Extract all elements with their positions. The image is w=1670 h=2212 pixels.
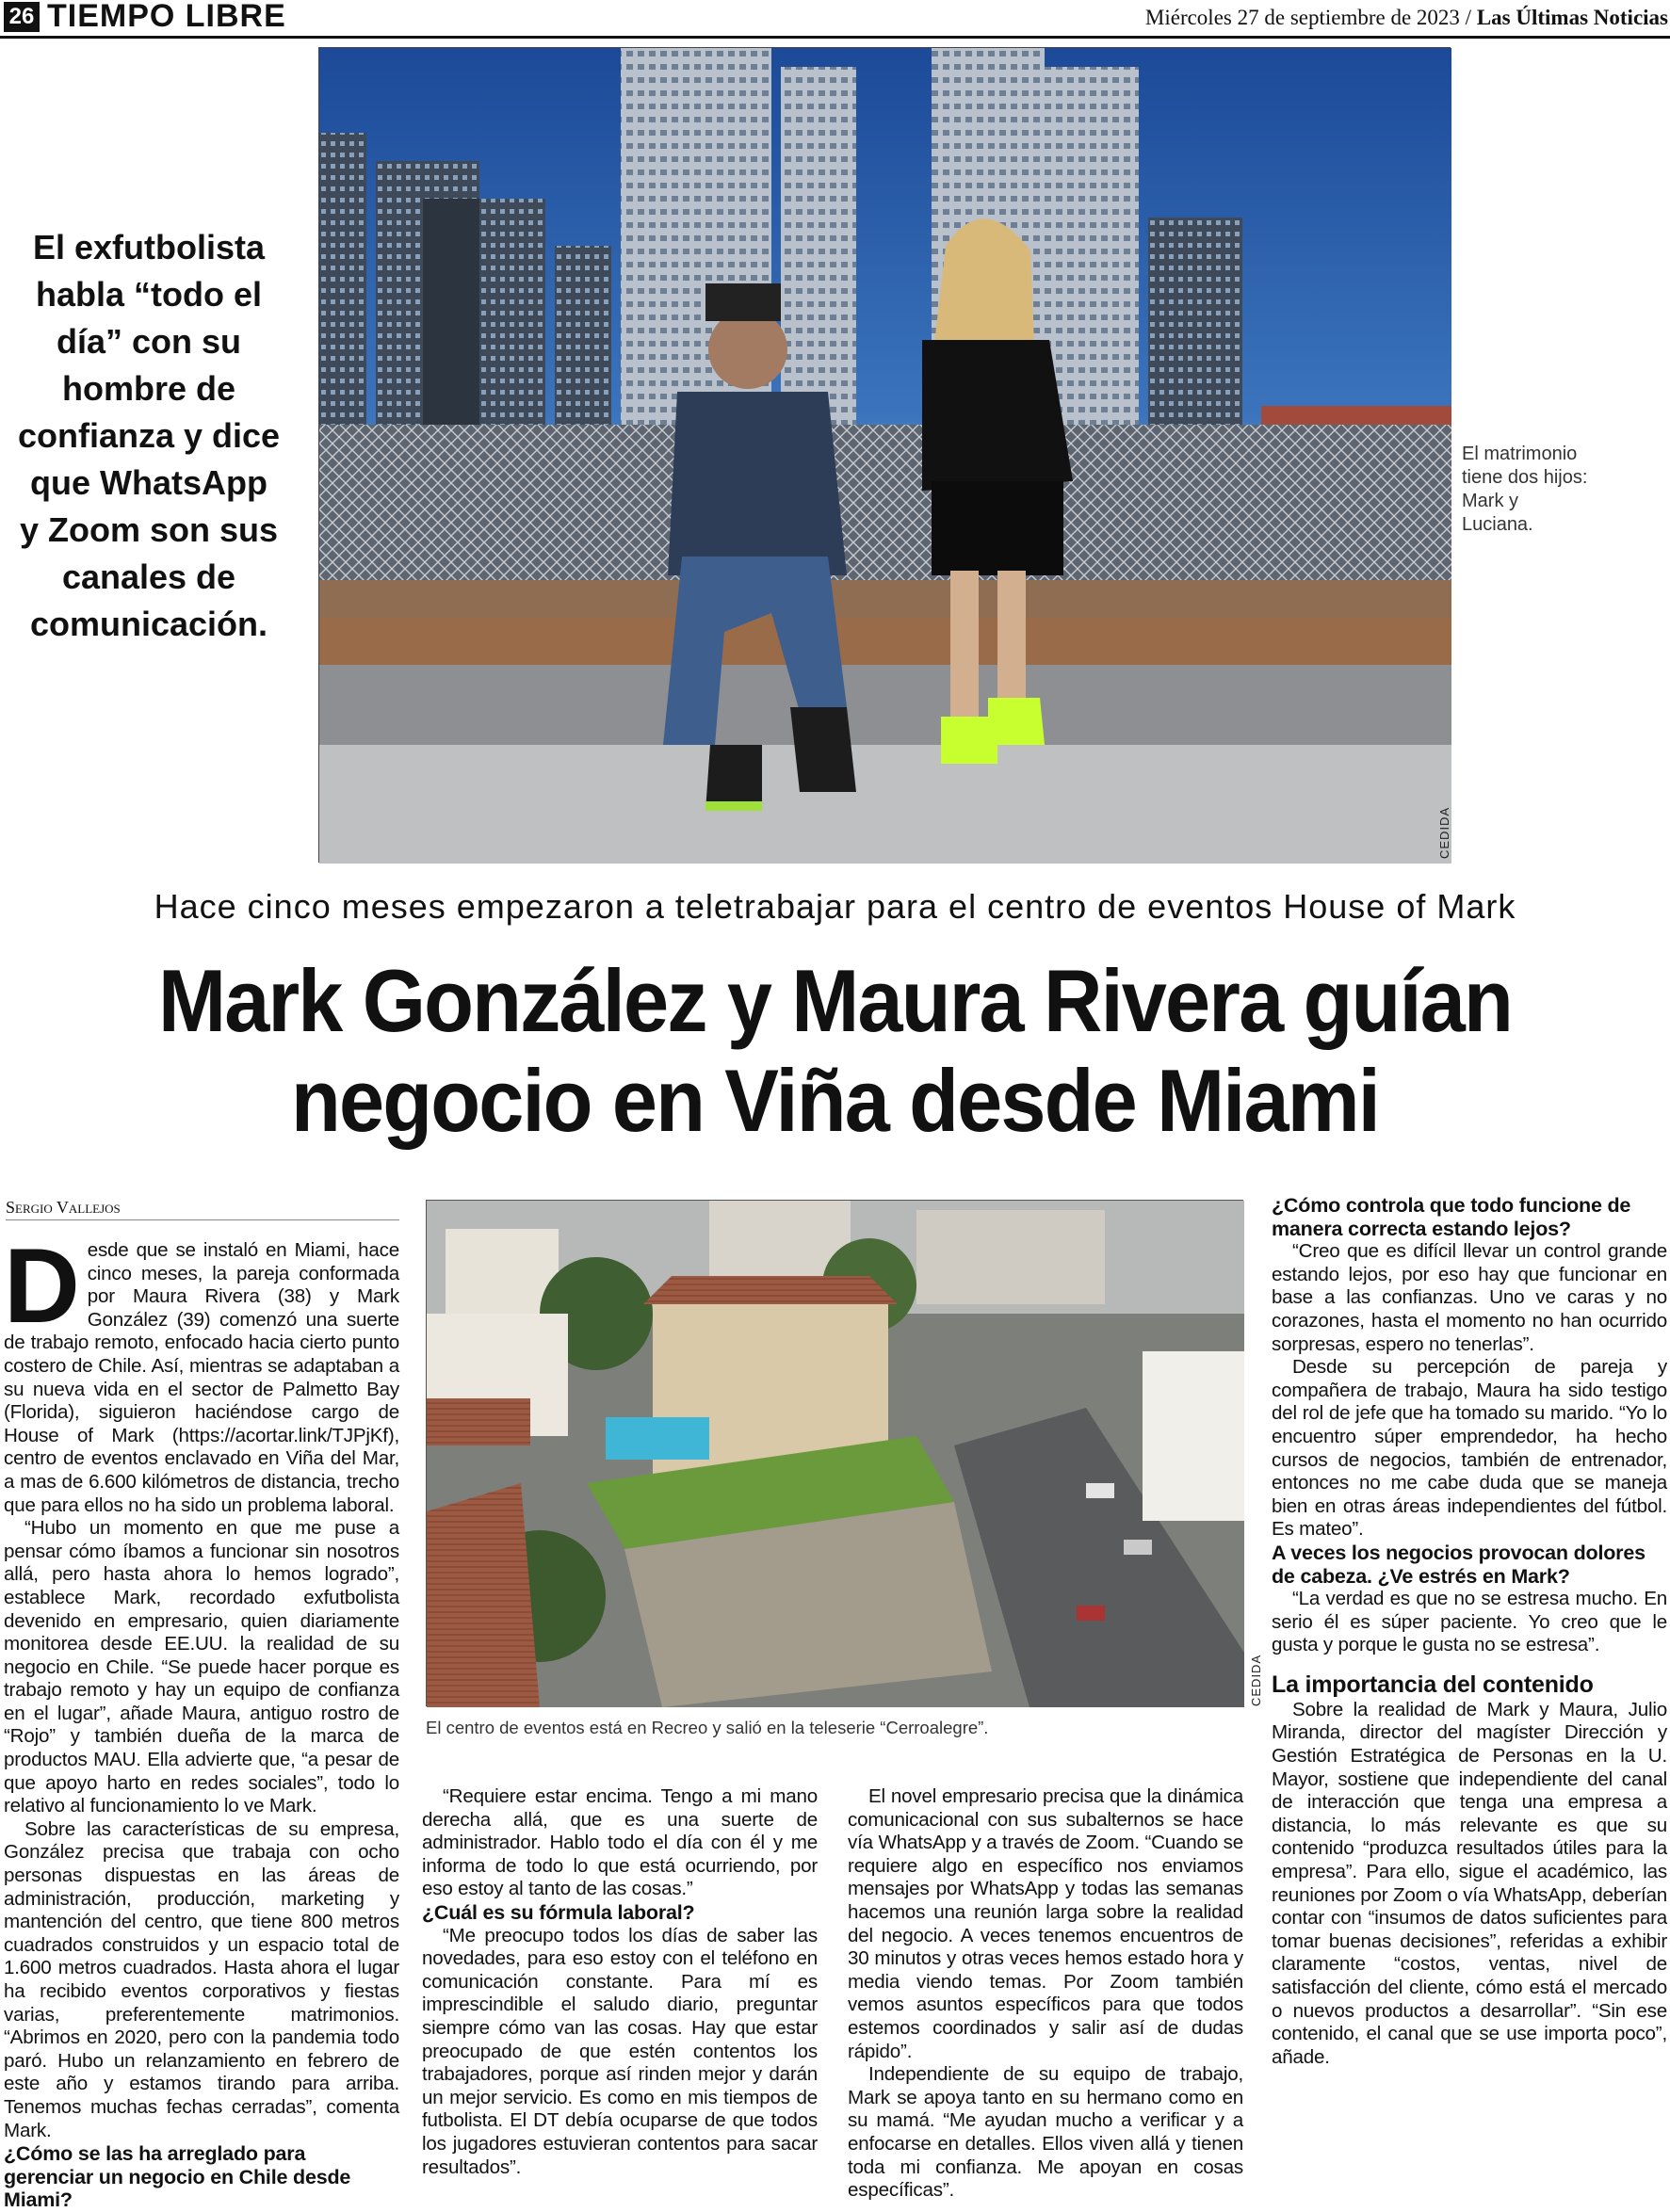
secondary-photo [426, 1200, 1243, 1706]
byline: Sergio Vallejos [6, 1198, 399, 1220]
article-paragraph: Independiente de su equipo de trabajo, Mark se apoya tanto en su hermano como en su mamá. “Me ayudan mucho a verificar y a enfocarse en detalles. Ellos viven allá y tienen toda mi confianza. Me apoyan en cosas específicas”. [848, 2063, 1243, 2202]
secondary-photo-credit: CEDIDA [1249, 1654, 1263, 1706]
date: Miércoles 27 de septiembre de 2023 / [1144, 6, 1472, 29]
article-paragraph [4, 1227, 399, 1517]
deck-text: El exfutbolista habla “todo el día” con su hombre de confianza y dice que WhatsApp y Zoom son sus canales de comunicación. [17, 228, 281, 643]
article-paragraph: Sobre la realidad de Mark y Maura, Julio Miranda, director del magíster Dirección y Gestión Estratégica de Personas en la U. Mayor, sostiene que independiente del canal de interacción que tenga una empresa a distancia, lo más relevante es que su contenido “produzca resultados útiles para la empresa”. Para ello, sigue el académico, las reuniones por Zoom o vía WhatsApp, deberían contar con “insumos de datos suficientes para tomar buenas decisiones”, referidas a exhibir claramente “costos, ventas, nivel de satisfacción del cliente, cómo está el mercado o nuevos productos a desarrollar”. “Sin ese contenido, el canal que se use importa poco”, añade. [1272, 1698, 1667, 2068]
article-column-1 [4, 1227, 399, 2212]
interview-question: ¿Cómo controla que todo funcione de manera correcta estando lejos? [1272, 1194, 1631, 1240]
article-paragraph: “Requiere estar encima. Tengo a mi mano derecha allá, que es una suerte de administrador. Hablo todo el día con él y me informa de todo lo que está ocurriendo, por eso estoy al tanto de las cosas.” [422, 1785, 818, 1900]
interview-question: ¿Cómo se las ha arreglado para gerenciar un negocio en Chile desde Miami? [4, 2142, 351, 2212]
article-paragraph: El novel empresario precisa que la dinámica comunicacional con sus subalternos se hace vía WhatsApp y a través de Zoom. “Cuando se requiere algo en específico nos enviamos mensajes por WhatsApp y todas las semanas hacemos una reunión larga sobre la realidad del negocio. A veces tenemos encuentros de 30 minutos y otras veces hemos estado hora y media viendo temas. Por Zoom también vemos asuntos específicos para que todos estemos coordinados y salir así de dudas rápido”. [848, 1785, 1243, 2062]
interview-question: A veces los negocios provocan dolores de cabeza. ¿Ve estrés en Mark? [1272, 1541, 1646, 1588]
secondary-photo-illustration [427, 1201, 1244, 1707]
page-number: 26 [4, 2, 40, 32]
main-photo [318, 47, 1451, 863]
main-photo-illustration [319, 48, 1451, 864]
article-column-4 [1272, 1194, 1667, 2139]
headline-line-2: negocio en Viña desde Miami [291, 1051, 1379, 1150]
article-paragraph: Desde su percepción de pareja y compañera de trabajo, Maura ha sido testigo del rol de jefe que ha tomado su marido. “Yo lo encuentro súper emprendedor, ha hecho cursos de negocios, también de entrenador, entonces no me cabe duda que se maneja bien en otras áreas independientes del fútbol. Es mateo”. [1272, 1356, 1667, 1541]
article-paragraph: “Hubo un momento en que me puse a pensar cómo íbamos a funcionar sin nosotros allá, pero hasta ahora lo hemos logrado”, establece Mark, recordado exfutbolista devenido en empresario, quien diariamente monitorea desde EE.UU. la realidad de su negocio en Chile. “Se puede hacer porque es trabajo remoto y hay un equipo de confianza en el lugar”, añade Maura, antiguo rostro de “Rojo” y también dueña de la marca de productos MAU. Ella advierte que, “a pesar de que apoyo harto en redes sociales”, todo lo relativo al funcionamiento lo ve Mark. [4, 1517, 399, 1817]
dateline [1145, 6, 1668, 30]
article-paragraph: Sobre las características de su empresa, González precisa que trabaja con ocho personas dispuestas en las áreas de administración, producción, marketing y mantención del centro, que tiene 800 metros cuadrados construidos y un espacio total de 1.600 metros cuadrados. Hasta ahora el lugar ha recibido eventos corporativos y fiestas varias, preferentemente matrimonios. “Abrimos en 2020, pero con la pandemia todo paró. Hubo un relanzamiento en febrero de este año y estamos tirando para arriba. Tenemos muchas fechas cerradas”, comenta Mark. [4, 1817, 399, 2141]
article-paragraph: “Creo que es difícil llevar un control grande estando lejos, por eso hay que funcionar en base a las confianzas. Uno ve caras y no corazones, hasta el momento no han ocurrido sorpresas, espero no tenerlas”. [1272, 1240, 1667, 1355]
header-rule [0, 36, 1670, 39]
article-column-3 [848, 1785, 1243, 2202]
section-title: TIEMPO LIBRE [47, 0, 286, 34]
article-paragraph: “Me preocupo todos los días de saber las novedades, para eso estoy con el teléfono en comunicación constante. Para mí es imprescindible el saludo diario, preguntar siempre cómo van las cosas. Hay que estar preocupado de que estén contentos los trabajadores, porque así rinden mejor y darán un mejor servicio. Es como en mis tiempos de futbolista. El DT debía ocuparse de que todos los jugadores estuvieran contentos para sacar resultados”. [422, 1924, 818, 2178]
interview-question: ¿Cuál es su fórmula laboral? [422, 1900, 695, 1924]
paragraph-text: esde que se instaló en Miami, hace cinco meses, la pareja conformada por Maura Rivera (38) y Mark González (39) comenzó una suerte de trabajo remoto, enfocado hacia cierto punto costero de Chile. Así, mientras se adaptaban a su nueva vida en el sector de Palmetto Bay (Florida), siguieron haciéndose cargo de House of Mark (https://acortar.link/TJPjKf), centro de eventos enclavado en Viña del Mar, a mas de 6.600 kilómetros de distancia, trecho que para ellos no ha sido un problema laboral. [4, 1239, 399, 1516]
main-photo-credit: CEDIDA [1437, 806, 1451, 859]
headline [67, 951, 1603, 1151]
article-column-2 [422, 1785, 818, 2178]
overline: Hace cinco meses empezaron a teletrabajar para el centro de eventos House of Mark [154, 887, 1516, 926]
headline-line-1: Mark González y Maura Rivera guían [158, 951, 1512, 1050]
dropcap: D [4, 1227, 80, 1345]
main-photo-caption: El matrimonio tiene dos hijos: Mark y Luciana. [1462, 444, 1588, 535]
secondary-photo-caption: El centro de eventos está en Recreo y salió en la teleserie “Cerroalegre”. [426, 1718, 989, 1737]
article-subhead: La importancia del contenido [1272, 1671, 1594, 1698]
publication-name: Las Últimas Noticias [1476, 6, 1668, 29]
article-paragraph: “La verdad es que no se estresa mucho. En serio él es súper paciente. Yo creo que le gusta y porque le gusta no se estresa”. [1272, 1588, 1667, 1656]
